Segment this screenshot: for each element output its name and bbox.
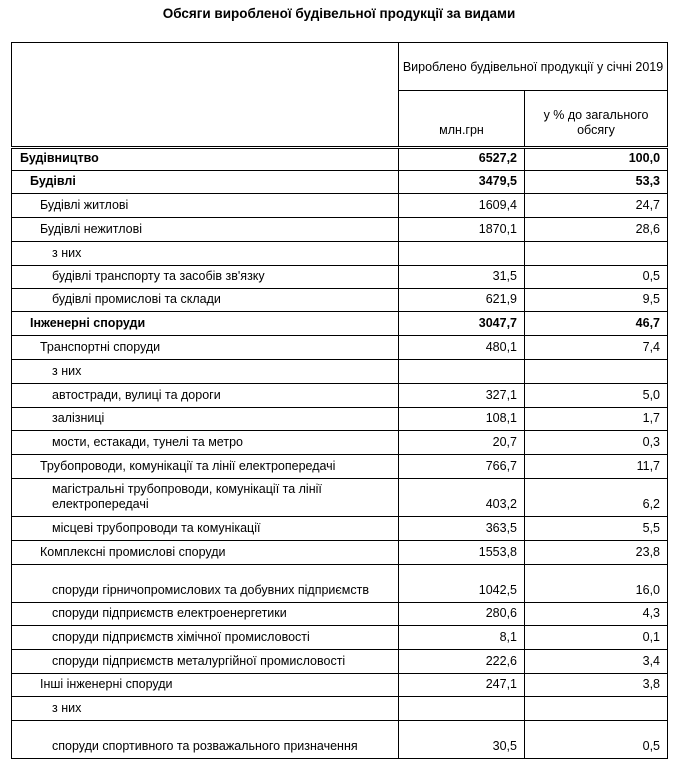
- row-share: 100,0: [525, 148, 668, 171]
- row-value: [399, 360, 525, 384]
- row-share: 16,0: [525, 565, 668, 603]
- row-value: 1042,5: [399, 565, 525, 603]
- row-label: Будівництво: [12, 148, 399, 171]
- row-label: Будівлі: [12, 171, 399, 194]
- row-label: з них: [12, 697, 399, 721]
- row-value: 20,7: [399, 431, 525, 455]
- table-row: [12, 148, 668, 171]
- row-value: 1553,8: [399, 541, 525, 565]
- table-row: [12, 289, 668, 312]
- page-title: Обсяги виробленої будівельної продукції за видами: [162, 6, 516, 21]
- row-value: 6527,2: [399, 148, 525, 171]
- row-share: 1,7: [525, 408, 668, 431]
- row-label: споруди підприємств електроенергетики: [12, 603, 399, 626]
- row-share: [525, 360, 668, 384]
- table-row: [12, 431, 668, 455]
- header-group: Вироблено будівельної продукції у січні 2019: [399, 43, 668, 91]
- row-label: споруди підприємств металургійної промисловості: [12, 650, 399, 674]
- row-value: 3479,5: [399, 171, 525, 194]
- row-label: Трубопроводи, комунікації та лінії електропередачі: [12, 455, 399, 479]
- row-label: Комплексні промислові споруди: [12, 541, 399, 565]
- header-value: млн.грн: [399, 91, 525, 148]
- row-value: 766,7: [399, 455, 525, 479]
- row-value: 403,2: [399, 479, 525, 517]
- row-share: 0,5: [525, 266, 668, 289]
- row-value: 327,1: [399, 384, 525, 408]
- row-label: Транспортні споруди: [12, 336, 399, 360]
- row-value: [399, 242, 525, 266]
- row-share: 3,4: [525, 650, 668, 674]
- row-label: споруди гірничопромислових та добувних підприємств: [12, 565, 399, 603]
- row-label: з них: [12, 360, 399, 384]
- table-row: [12, 517, 668, 541]
- header-empty-cell: [12, 43, 399, 148]
- row-share: 46,7: [525, 312, 668, 336]
- row-share: [525, 242, 668, 266]
- table-row: [12, 721, 668, 759]
- row-label: будівлі промислові та склади: [12, 289, 399, 312]
- row-share: 24,7: [525, 194, 668, 218]
- row-share: 3,8: [525, 674, 668, 697]
- row-label: з них: [12, 242, 399, 266]
- construction-table: [11, 42, 668, 759]
- row-share: 0,1: [525, 626, 668, 650]
- row-label: Інші інженерні споруди: [12, 674, 399, 697]
- row-value: [399, 697, 525, 721]
- row-value: 1609,4: [399, 194, 525, 218]
- row-label: Будівлі нежитлові: [12, 218, 399, 242]
- row-share: 28,6: [525, 218, 668, 242]
- table-row: [12, 360, 668, 384]
- row-value: 621,9: [399, 289, 525, 312]
- row-share: 4,3: [525, 603, 668, 626]
- row-value: 363,5: [399, 517, 525, 541]
- table-row: [12, 408, 668, 431]
- row-value: 30,5: [399, 721, 525, 759]
- row-label: залізниці: [12, 408, 399, 431]
- row-share: 0,5: [525, 721, 668, 759]
- header-share: у % до загального обсягу: [525, 91, 668, 148]
- table-body: [12, 148, 668, 759]
- row-share: 7,4: [525, 336, 668, 360]
- table-row: [12, 541, 668, 565]
- row-label: мости, естакади, тунелі та метро: [12, 431, 399, 455]
- row-value: 8,1: [399, 626, 525, 650]
- row-label: споруди спортивного та розважального призначення: [12, 721, 399, 759]
- table-row: [12, 650, 668, 674]
- table-row: [12, 626, 668, 650]
- table-row: [12, 312, 668, 336]
- table-row: [12, 479, 668, 517]
- row-value: 280,6: [399, 603, 525, 626]
- row-share: 23,8: [525, 541, 668, 565]
- row-share: 11,7: [525, 455, 668, 479]
- row-label: місцеві трубопроводи та комунікації: [12, 517, 399, 541]
- table-row: [12, 266, 668, 289]
- table-row: [12, 565, 668, 603]
- row-value: 108,1: [399, 408, 525, 431]
- row-value: 247,1: [399, 674, 525, 697]
- row-value: 31,5: [399, 266, 525, 289]
- table-row: [12, 242, 668, 266]
- row-label: автостради, вулиці та дороги: [12, 384, 399, 408]
- row-label: будівлі транспорту та засобів зв'язку: [12, 266, 399, 289]
- row-label: Будівлі житлові: [12, 194, 399, 218]
- row-share: [525, 697, 668, 721]
- row-share: 53,3: [525, 171, 668, 194]
- table-row: [12, 218, 668, 242]
- row-share: 5,0: [525, 384, 668, 408]
- row-value: 1870,1: [399, 218, 525, 242]
- row-value: 3047,7: [399, 312, 525, 336]
- row-label: магістральні трубопроводи, комунікації та лінії електропередачі: [12, 479, 399, 517]
- table-row: [12, 194, 668, 218]
- row-share: 0,3: [525, 431, 668, 455]
- row-label: споруди підприємств хімічної промисловості: [12, 626, 399, 650]
- row-share: 5,5: [525, 517, 668, 541]
- table-row: [12, 603, 668, 626]
- row-share: 9,5: [525, 289, 668, 312]
- row-value: 222,6: [399, 650, 525, 674]
- row-label: Інженерні споруди: [12, 312, 399, 336]
- row-value: 480,1: [399, 336, 525, 360]
- table-row: [12, 674, 668, 697]
- table-row: [12, 455, 668, 479]
- row-share: 6,2: [525, 479, 668, 517]
- table-row: [12, 384, 668, 408]
- table-row: [12, 171, 668, 194]
- table-row: [12, 697, 668, 721]
- table-row: [12, 336, 668, 360]
